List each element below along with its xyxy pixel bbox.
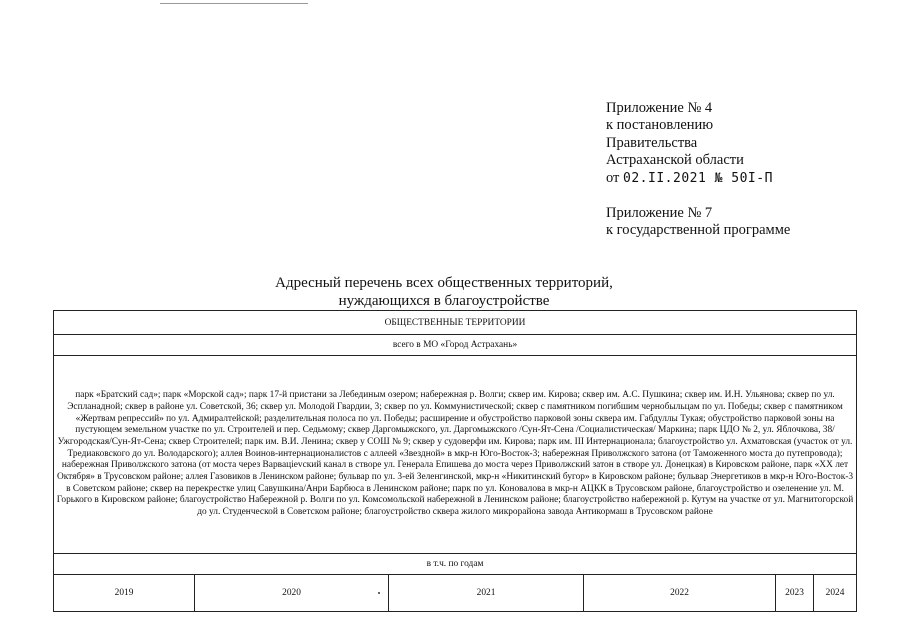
territories-table <box>53 310 857 612</box>
year-cell: 2022 <box>584 575 776 612</box>
appendix-4-line4: Астраханской области <box>606 152 744 169</box>
title-line-1: Адресный перечень всех общественных территорий, <box>275 275 613 291</box>
year-cell: 2021 <box>389 575 584 612</box>
year-cell: 2020 <box>195 575 389 612</box>
scan-speck <box>378 592 380 594</box>
appendix-4-line2: к постановлению <box>606 117 714 134</box>
title-line-2: нуждающихся в благоустройстве <box>338 293 550 309</box>
top-scan-line <box>160 3 308 4</box>
appendix-4-title: Приложение № 4 <box>606 100 713 116</box>
appendix-7-line2: к государственной программе <box>606 222 791 239</box>
territories-list: парк «Братский сад»; парк «Морской сад»; парк 17-й пристани за Лебединым озером; набережная р. Волги; сквер им. Кирова; сквер им. А.С. Пушкина; сквер им. И.Н. Ульянова; сквер по ул. Эспланадной; сквер в районе ул. Советской, 36; сквер ул. Молодой Гвардии, 3; сквер по ул. Коммунистической; сквер с памятником погибшим чернобыльцам по ул. Победы; сквер с памятником «Жертвам репрессий» по ул. Адмиралтейской; разделительная полоса по ул. Победы; расширение и обустройство парковой зоны сквера им. Габдуллы Тукая; обустройство парковой зоны на пустующем земельном участке по ул. Строителей и пер. Седьмому; сквер Даргомыжского, ул. Даргомыжского /Сун-Ят-Сена /Социалистическая/ Маркина; парк ЦДО № 2, ул. Яблочкова, 38/ Ужгородская/Сун-Ят-Сена; сквер Строителей; парк им. В.И. Ленина; сквер у СОШ № 9; сквер у судоверфи им. Кирова; парк им. III Интернационала; благоустройство ул. Ахматовская (участок от ул. Тредиаковского до ул. Володарского); аллея Воинов-интернационалистов с аллеей «Звездной» в мкр-н Юго-Восток-3; набережная Приволжского затона (от Таможенного моста до путепровода); набережная Приволжского затона (от моста через Варвацievский канал в створе ул. Генерала Епишева до моста через Приволжский затон в створе ул. Донецкая) в Кировском районе, парк «XX лет Октября» в Трусовском районе; аллея Газовиков в Ленинском районе; бульвар по ул. 3-ей Зеленгинской, мкр-н «Никитинский бугор» в Кировском районе; бульвар Энергетиков в мкр-н Юго-Восток-3 в Советском районе; сквер на перекрестке улиц Савушкина/Анри Барбюса в Ленинском районе; парк по ул. Коновалова в мкр-н АЦКК в Трусовском районе, благоустройство и озеленение ул. М. Горького в Кировском районе; благоустройство Набережной р. Волги по ул. Комсомольской набережной в Ленинском районе; благоустройство набережной р. Кутум на участке от ул. Магнитогорской до ул. Студенческой в Советском районе; благоустройство сквера жилого микрорайона завода Антикормаш в Трусовском районе <box>54 356 857 554</box>
handwritten-date-number: 02.II.2021 № 50I-П <box>623 170 773 186</box>
appendix-7-title: Приложение № 7 <box>606 205 713 221</box>
date-prefix: от <box>606 169 620 186</box>
year-cell: 2024 <box>814 575 857 612</box>
table-subheader: всего в МО «Город Астрахань» <box>54 335 857 356</box>
years-caption: в т.ч. по годам <box>54 554 857 575</box>
appendix-4-line3: Правительства <box>606 134 698 151</box>
appendix-4-block <box>606 100 773 187</box>
appendix-4-date-line <box>606 170 773 187</box>
document-title <box>60 274 828 310</box>
table-header: ОБЩЕСТВЕННЫЕ ТЕРРИТОРИИ <box>54 311 857 335</box>
year-cell: 2023 <box>776 575 814 612</box>
year-cell: 2019 <box>54 575 195 612</box>
appendix-7-block <box>606 205 790 240</box>
